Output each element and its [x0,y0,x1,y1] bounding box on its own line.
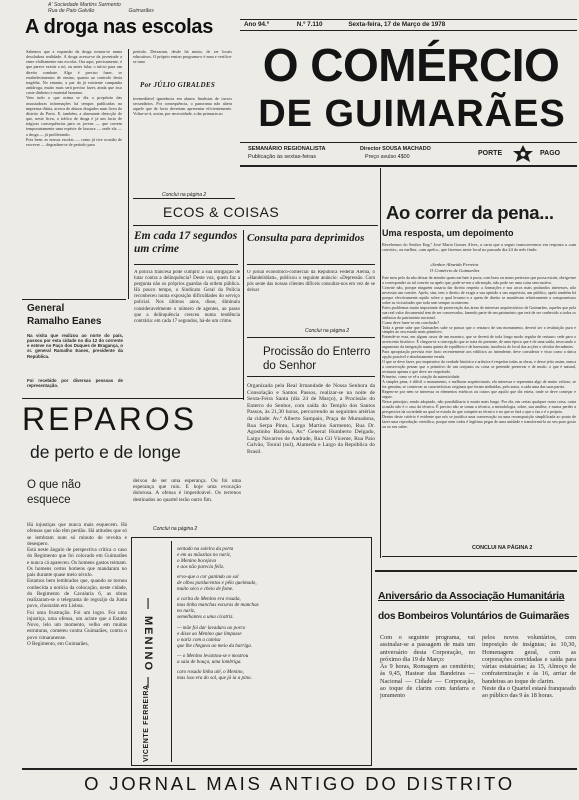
general-title: General Ramalho Eanes [27,303,102,327]
poem-stanza-2: ervo-que o cor ganindo ao sol de olhos pardacentos e pêlo queimado, muito séco e cheio de fome. [177,574,257,593]
general-bold-text: Na visita que realizou ao norte do país, passou por esta cidade no dia 12 do corrente e esteve no Paço dos Duques de Bragança, o sr. general Ramalho Eanes, presidente da República. [27,333,123,359]
footer-top-rule [22,768,577,770]
correr-headline: Ao correr da pena... [386,202,554,223]
correr-subhead: Uma resposta, um depoimento [382,228,514,238]
procissao-top-rule [247,337,375,338]
general-top-rule [22,299,126,300]
correr-intro: Recebemos do Senhor Eng.º José Maria Gomes Alves, a carta que a seguir transcrevemos em resposta a «um convite», ou melhor, «um apelo», que fizemos neste local no passado dia 24 do mês findo: [382,242,576,253]
reparos-head: O que não esquece [27,479,81,506]
correr-left-rule [380,168,381,558]
reparos-column-2: deixou de ser uma esperança. Ou foi uma esperança que ruiu. E hoje uma evocação dolorosa. A ofensa é imperdoável. Os terrenos destinados ao quartel terão outro fim. [133,478,241,503]
droga-column-1: Sabemos que a expansão da droga tornou-se numa desoladora realidade. A droga acessa-se da juventude a entre efolhamente nas escolas. Ora aqui, precisamente, é que parece existir o nó, ou antes falar, o início para um direito combate. Algo é preciso fazer, se estabelecimentos de ensino, quanto ao controlo desta tragédia. No entanto, a par da já existente campanha antidroga, muito mais será preciso fazer, ainda que isso custe dinheiro e material humano. Vem tudo o que acima se diz a propósito das assustadoras informações há tempos publicadas na imprensa diária, acerca de alunos drogados num liceu do distrito do Porto. E, também, a alarmante detecção de que, neste liceu, o tráfico de droga é já um facto de trágicas consequências para os jovens — que correm temporariamente uma espécie de loucura — onde ela — a droga — já proliferando. Pois bem: as nossas escolas — como já tive ocasião de escrever — degradam-se de período para [26,49,122,147]
reparos-title: REPAROS [22,401,198,437]
poem-stanza-3: a carita do Menino era rosada, mas tinha manchas escuras de manchas no nariz, semelhantes a uma cicatriz. [177,596,259,621]
droga-continued: Conclui na página 2 [162,192,207,198]
droga-headline: A droga nas escolas [25,16,214,38]
droga-column-2-bottom: irremediável ignorância em alunos finalistas de cursos secundários. Por consequência, o panorama não altera aquele que de facto deveriam apresentar eficientemente. Voltar-se-á, assim, por necessidade, a dar primazia ao [133,96,232,117]
reparos-top-rule [22,398,244,399]
correr-signature: «Senhor Almeida Ferreira O Comércio de Guimarães [430,262,480,273]
ecos-right-body: O jornal económico-comercial da República Federal Alemã, o «Handelsblatt», publicou o seguinte anúncio: «Depressão. Com pós sente das nossas clientes difíceis consultar-nos em vez de se deixar [247,270,375,293]
correr-bottom-rule [382,556,577,557]
aniversario-column-2: pelos novos voluntários, com imposição de insígnias; às 10,30, Homenagem geral, com as corporações convidadas e saída para várias estatuárias; às 15, Almoço de confraternização e às 16, arriar de bandeiras ao toque de clarim. Neste dia o Quartel estará franqueado ao público das 9 às 18 horas. [482,634,576,700]
poem-stanza-5: — o Menino levantou-se e mostrou a saia de bouça, uma lombriga. [177,652,249,665]
masthead-top-rule [240,19,577,20]
droga-column-2-top: período. Deixaram, desde há muito, de ser locais educativos. O próprio ensino programa-o é mau e verifica-se uma [133,49,232,65]
poem-divider [171,541,172,762]
poem-stanza-1: sentado na soleira da porta e em as mãozitas no nariz, o Menino bocejava e aos não parecia feliz. [177,546,234,571]
masthead-info-line [244,21,577,28]
correr-continued: CONCLUI NA PÁGINA 2 [472,545,533,551]
ecos-right-head: Consulta para deprimidos [247,232,365,244]
droga-column-rule [128,49,129,299]
masthead-title-1: O COMÉRCIO [262,39,560,91]
correr-body: Este meu pelo da não deixar de atender quem me bate à porta, com bons ou maus pretextos que possa existir, obriga-me a corresponder ao tal convite ou apelo que, pode-se-me a afirmação, não pode ser uma coisa sem motivo. Convite não, porque ninguém ousaria dar direito respeito a formações e nos arcos mais profundos interesses, não necessita um convite. Apelo, sim, tem o direito de exigir a sua opinião a um arquivista, um público, apelo também há porque efectivamente aquilo sobre o qual levanto-o a quem de direito se manifestar relativamente a compromissos sobre as vicissitudes que toda sem sempre acontecem. Estes problemas muito importante de preservação das áreas de interesse arquitectónico de Guimarães, aqueles que pela sua real valor documental tem de ser conservados, fazendo parte de um património que terá de ser conhecido a todos os atributos do património nacional. Como deve fazer-se em conclusão? Toda a gente sabe que Guimarães sabe se passar que o restauro de um monumento, deverá ser a restituição pura e simples ao seu estado mais primitivo. Entende-se essa, em alguns casos de um monstro, que se deverá de toda longo modo regular de restauro cede para o acrescento histórico. É chegou-se a concepção que se trata do presente, de uma época que é de uma saída, invocando o argumento da integração numa quinta de equilíbrio e de harmonia, inocência do local das acções o séculos decadentes. Para apropriação prevista este facto recentemente aos edifícios ao intendente, deve considerar e visto como a única opção possível e absolutamente errada. O que se deve fazer, por imperativo da verdade histórica e artística é respeitar todas as obras, e desse jeito assim, nunca a conservação pensar que o primitivo de um conjunto ou coisa se pretende preservar e de modo, o que é natural, restaurar apenas o que deve ser respeitado. Primeiro, como se vê a criação da autenticidade. A simples pena, é difícil o monumento, e melhorar arquitecturais, ela interessa e representa algo de muito valioso, se for genuína, se conservar as características originais que foram atribuídas, pelo autor, a cada uma das suas partes. Regem-se por nem se interessa os elementos estéticos ou outros que aquilo que diz esteta, onde se deve começar e seguir. Nesse princípio, sendo adoptado, não possibilitaria ir muito mais longe. Por ela, em certas qualquer outra coisa, outra ocasião não é o caso da técnica. É preciso não se tomar a técnica, a metodologia, sobre, sua análise, e nunca perder a perspectiva da sociedade na qual se estuda do que compete ao técnico e no que se fará o que o faz o é o próprio. Dentro deste critério é evidente que nós se justifica uma conservação ou uma recomposição simplificada ao ponto de fazer uma reprodução científica, porque nem todos é legítimo pegar de uma unidade e transformá-la ao seu puro gosto ou ao seu saber. [382,276,576,429]
procissao-head: Procissão do Enterro do Senhor [263,346,371,372]
droga-cont-rule [133,198,235,199]
masthead-semanario: SEMANÁRIO REGIONALISTA [248,146,326,152]
address-line-2: Rua de Paio Galvão Guimarães [48,8,154,14]
poem-stanza-6: caro rosado linha alé, o Menino, mas isso era do sol, que já ia a pino. [177,668,252,681]
ecos-left-head: Em cada 17 segundos um crime [134,230,238,255]
poem-title: — MENINO — [142,597,154,691]
masthead-under-rule [240,165,577,167]
reparos-sub: de perto e de longe [30,442,181,462]
aniversario-top-rule [375,570,577,572]
pago-label: PAGO [540,150,561,157]
aniversario-headline: Aniversário da Associação Humanitária [378,590,565,602]
porte-label: PORTE [478,150,503,157]
poem-side-label [134,540,168,762]
droga-byline: Por JÚLIO GIRALDES [140,81,216,89]
issue-number: N.º 7.110 [296,21,323,28]
masthead-publicacao: Publicação às sextas-feiras [248,154,317,160]
ecos-title: ECOS & COISAS [163,204,280,220]
ecos-left-body: A polícia francesa pode cumprir a sua obrigação de lutar contra a delinquência? Deste voz, quem faz a pergunta não os próprios guardas da ordem pública. Há pouco tempo, o Sindicato Geral da Polícia reconheceu numa exposição dificuldades do serviço policial. Nos últimos anos, disse, diminuiu consideravelmente o número de agentes, ao passo que a delinquência cresceu numa tendência contrária: em cada 17 segundos, há-de um crime. [134,270,240,324]
masthead-price: Preço avulso 4$00 [365,154,410,160]
reparos-column-1: Há injustiças que nunca mais esquecem. Há ofensas que não têm perdão. Há atitudes que só se lembram num só minuto de revolta e desespero. Está neste ângulo de perspectiva crítica o caso do Regimento que foi colocado em Guimarães e nunca cá apareceu. Os homens gastos teimam. Os homens certos homens que mandaram no país durante quase meio século. Estamos bem lembrados que, quando se tornou conhecida a notícia da colocação, neste cidade, do Regimento de Cavalaria 6, as obras realizaram-se o telegrama de regozijo da Junta povo, chorarám em Lisboa. Foi uma frustração. Foi um logro. Foi uma injustiça, uma ofensa, um acinte que a Estado Novo, lelo um momento, velho em muitas estruturas, cometeu contra Guimarães, contra o povo vimaranense. O Regimento, em Guimarães, [27,522,127,647]
ecos-right-continued: Conclui na página 2 [305,328,350,334]
procissao-body: Organizada pela Real Irmandade de Nossa Senhora da Consolação e Santos Passos, realizar-se na noite de Sexta-Feira Santa (dia 24 de Março), a Procissão do Enterro do Senhor, com saída do Templo dos Santos Passos, às 21,30 horas, percorrendo as seguintes artérias da cidade: Av.ª Alberto Sampaio, Praça de Mumadona, Rua Serpa Pinto, Largo Martins Sarmento, Rua Dr. Agostinho Barbosa, Av.ª General Humberto Delgado, Largo Navarros de Andrade, Rua Gil Vicente, Rua Paio Galvão, Toural (sul), Alameda e Largo da República do Brasil. [247,383,375,455]
issue-year: Ano 94.º [244,21,270,28]
masthead-title-2: DE GUIMARÃES [258,93,566,135]
masthead-director: Director SOUSA MACHADO [360,146,431,152]
footer-slogan: O JORNAL MAIS ANTIGO DO DISTRITO [84,773,515,794]
general-rest-text: Foi recebido por diversas pessoas de representação. [27,378,123,389]
poem-author: VICENTE FERREIRA [143,684,150,762]
issue-date: Sexta-feira, 17 de Março de 1978 [348,21,446,28]
masthead-bottom-rule [240,142,577,143]
ecos-left-head-rule [134,264,238,265]
subscriber-address: A' Sociedade Martins Sarmento Rua de Paio Galvão Guimarães [48,2,248,14]
ecos-right-head-rule [247,264,375,265]
aniversario-sub: dos Bombeiros Voluntários de Guimarães [378,611,570,622]
ecos-title-rule [133,225,378,226]
procissao-head-rule [247,376,375,377]
poem-stanza-4: — mãe foi dar lavadura ao porco e disse ao Menino que limpasse o nariz com a camisa que lhe chegava ao meio da barriga. [177,624,253,649]
masthead-info-rule [240,30,577,31]
reparos-continued: Conclui na página 2 [153,526,198,532]
poem-text [177,546,369,681]
ecos-column-rule [243,230,244,400]
porte-pago-emblem-icon [511,144,535,164]
aniversario-column-1: Com o seguinte programa, vai assinalar-se a passagem de mais um aniversário desta Corporação, no próximo dia 19 de Março: Às 9 horas, Romagem ao cemitério; às 9,45, Hastear das Bandeiras — Nacional — Cidade — Corporação, ao toque de clarim com fanfarra e juramento [380,634,475,700]
